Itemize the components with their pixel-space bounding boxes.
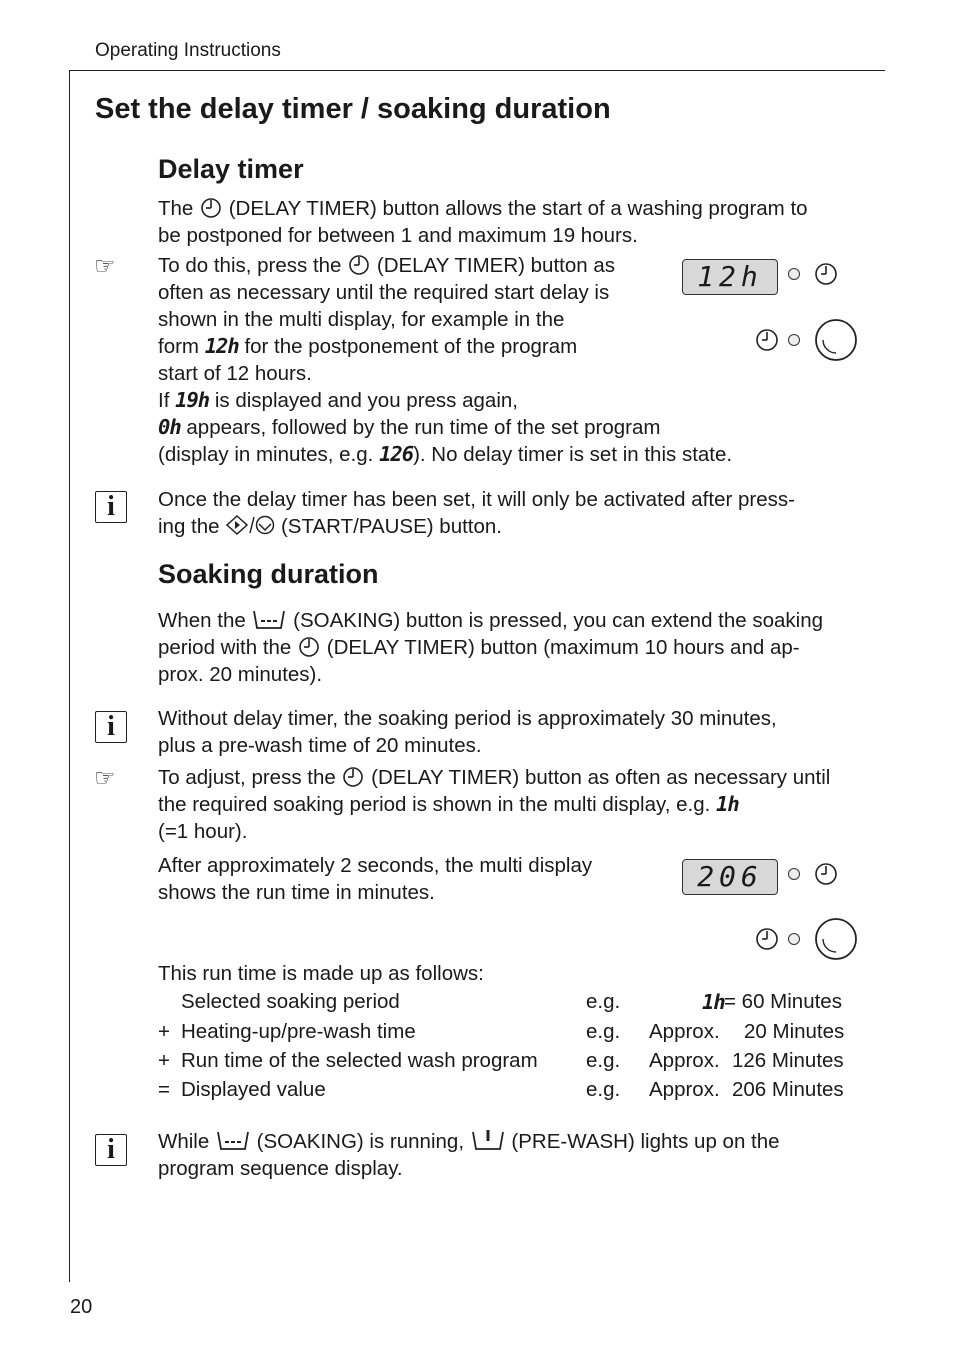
row-eg: e.g. bbox=[586, 1020, 621, 1043]
row-value: = 60 Minutes bbox=[724, 990, 842, 1013]
info-icon: i bbox=[95, 1134, 127, 1166]
row-label: Heating-up/pre-wash time bbox=[181, 1020, 416, 1043]
text: To do this, press the bbox=[158, 254, 342, 277]
segment-display-text: 19h bbox=[175, 388, 210, 412]
indicator-led bbox=[788, 334, 800, 346]
delay-timer-heading: Delay timer bbox=[158, 154, 304, 184]
text: (DELAY TIMER) button allows the start of a washing program to bbox=[228, 197, 808, 220]
text: (SOAKING) button is pressed, you can extend the soaking bbox=[293, 609, 824, 632]
soaking-after bbox=[158, 852, 592, 906]
text: (DELAY TIMER) button (maximum 10 hours and ap- bbox=[326, 636, 800, 659]
soaking-steps bbox=[158, 764, 830, 845]
text: period with the bbox=[158, 636, 292, 659]
text: ). No delay timer is set in this state. bbox=[413, 443, 733, 466]
text: form bbox=[158, 335, 199, 358]
text: After approximately 2 seconds, the multi display bbox=[158, 854, 593, 877]
text: Without delay timer, the soaking period is approximately 30 minutes, bbox=[158, 707, 777, 730]
text: (DELAY TIMER) button as often as necessary until bbox=[371, 766, 831, 789]
multi-display: 12h bbox=[682, 259, 778, 295]
delay-timer-button[interactable] bbox=[814, 917, 858, 961]
operator: + bbox=[158, 1020, 170, 1043]
section-title: Set the delay timer / soaking duration bbox=[95, 93, 611, 125]
row-value: 206 Minutes bbox=[732, 1078, 844, 1101]
row-value: 126 Minutes bbox=[732, 1049, 844, 1072]
text: The bbox=[158, 197, 194, 220]
text: shows the run time in minutes. bbox=[158, 881, 435, 904]
delay-timer-note bbox=[158, 486, 795, 540]
soaking-intro bbox=[158, 607, 823, 688]
row-label: Run time of the selected wash program bbox=[181, 1049, 538, 1072]
text: ing the bbox=[158, 515, 220, 538]
text: To adjust, press the bbox=[158, 766, 336, 789]
row-label: Selected soaking period bbox=[181, 990, 400, 1013]
text: (DELAY TIMER) button as bbox=[376, 254, 615, 277]
clock-icon bbox=[199, 196, 223, 218]
operator: + bbox=[158, 1049, 170, 1072]
text: (START/PAUSE) button. bbox=[280, 515, 502, 538]
clock-icon bbox=[814, 262, 838, 286]
clock-icon bbox=[347, 253, 371, 275]
text: for the postponement of the program bbox=[244, 335, 578, 358]
row-value: 20 Minutes bbox=[744, 1020, 845, 1043]
clock-icon bbox=[755, 927, 779, 951]
soaking-heading: Soaking duration bbox=[158, 559, 379, 589]
running-title: Operating Instructions bbox=[95, 40, 281, 61]
margin-rule bbox=[69, 70, 70, 1282]
row-eg: e.g. bbox=[586, 1049, 621, 1072]
indicator-led bbox=[788, 933, 800, 945]
text: (PRE-WASH) lights up on the bbox=[511, 1130, 780, 1153]
soaking-final-note bbox=[158, 1128, 780, 1182]
row-eg: e.g. bbox=[586, 990, 621, 1013]
segment-display-text: 1h bbox=[702, 990, 725, 1014]
segment-display-text: 12h bbox=[204, 334, 239, 358]
segment-display-text: 0h bbox=[158, 415, 181, 439]
clock-icon bbox=[814, 862, 838, 886]
text: the required soaking period is shown in the multi display, e.g. bbox=[158, 793, 711, 816]
header-rule bbox=[69, 70, 885, 71]
soaking-note bbox=[158, 705, 777, 759]
row-approx: Approx. bbox=[649, 1078, 720, 1101]
text: is displayed and you press again, bbox=[214, 389, 518, 412]
text: Once the delay timer has been set, it will only be activated after press- bbox=[158, 488, 795, 511]
row-eg: e.g. bbox=[586, 1078, 621, 1101]
soaking-tub-icon bbox=[251, 608, 287, 630]
soaking-tub-icon bbox=[215, 1129, 251, 1151]
clock-icon bbox=[755, 328, 779, 352]
text: shown in the multi display, for example in the bbox=[158, 308, 565, 331]
text: When the bbox=[158, 609, 246, 632]
segment-display-text: 1h bbox=[716, 792, 739, 816]
runtime-intro: This run time is made up as follows: bbox=[158, 962, 484, 985]
pre-wash-tub-icon bbox=[470, 1129, 506, 1151]
text: (display in minutes, e.g. bbox=[158, 443, 374, 466]
text: prox. 20 minutes). bbox=[158, 663, 323, 686]
hand-pointer-icon: ☞ bbox=[94, 765, 116, 792]
segment-display-text: 126 bbox=[379, 442, 414, 466]
text: appears, followed by the run time of the set program bbox=[186, 416, 661, 439]
clock-icon bbox=[341, 765, 365, 787]
delay-timer-button[interactable] bbox=[814, 318, 858, 362]
row-approx: Approx. bbox=[649, 1020, 720, 1043]
text: While bbox=[158, 1130, 210, 1153]
info-icon: i bbox=[95, 711, 127, 743]
info-icon: i bbox=[95, 491, 127, 523]
text: be postponed for between 1 and maximum 19 hours. bbox=[158, 224, 638, 247]
page-number: 20 bbox=[70, 1296, 93, 1318]
text: (=1 hour). bbox=[158, 820, 248, 843]
start-pause-icon bbox=[225, 514, 275, 536]
row-approx: Approx. bbox=[649, 1049, 720, 1072]
operator: = bbox=[158, 1078, 170, 1101]
text: program sequence display. bbox=[158, 1157, 403, 1180]
delay-timer-steps bbox=[158, 252, 732, 468]
text: start of 12 hours. bbox=[158, 362, 312, 385]
runtime-table bbox=[158, 990, 858, 1110]
row-label: Displayed value bbox=[181, 1078, 326, 1101]
indicator-led bbox=[788, 268, 800, 280]
text: often as necessary until the required start delay is bbox=[158, 281, 610, 304]
multi-display: 206 bbox=[682, 859, 778, 895]
hand-pointer-icon: ☞ bbox=[94, 253, 116, 280]
clock-icon bbox=[297, 635, 321, 657]
indicator-led bbox=[788, 868, 800, 880]
text: (SOAKING) is running, bbox=[256, 1130, 465, 1153]
text: plus a pre-wash time of 20 minutes. bbox=[158, 734, 482, 757]
text: If bbox=[158, 389, 170, 412]
delay-timer-intro bbox=[158, 195, 808, 249]
